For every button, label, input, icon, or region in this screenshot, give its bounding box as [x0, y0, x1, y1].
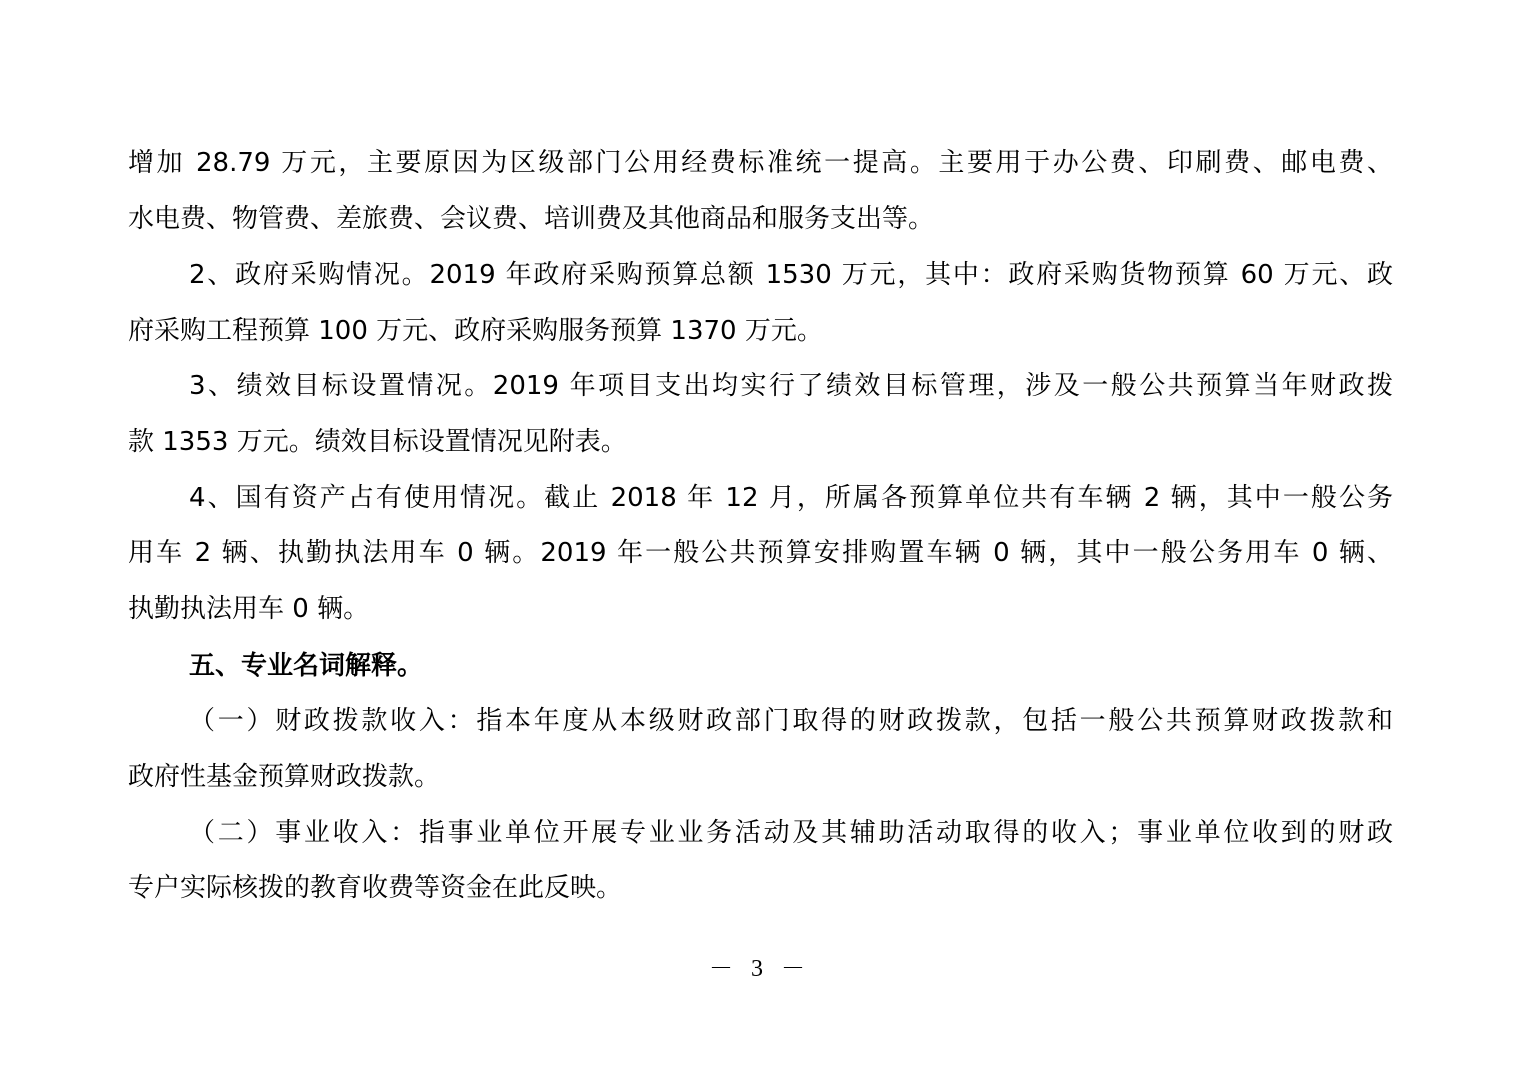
- paragraph-line: 2、政府采购情况。2019 年政府采购预算总额 1530 万元，其中：政府采购货物预算 60 万元、政: [189, 260, 1393, 290]
- paragraph-line: 政府性基金预算财政拨款。: [128, 762, 441, 792]
- paragraph-line: 府采购工程预算 100 万元、政府采购服务预算 1370 万元。: [128, 316, 823, 346]
- paragraph-line: 增加 28.79 万元，主要原因为区级部门公用经费标准统一提高。主要用于办公费、印刷费、邮电费、: [128, 148, 1393, 178]
- section-heading: 五、专业名词解释。: [189, 651, 424, 681]
- paragraph-line: 执勤执法用车 0 辆。: [128, 594, 370, 624]
- paragraph-line: 4、国有资产占有使用情况。截止 2018 年 12 月，所属各预算单位共有车辆 2 辆，其中一般公务: [189, 483, 1393, 513]
- page-number: － 3 －: [709, 956, 811, 982]
- paragraph-line: 用车 2 辆、执勤执法用车 0 辆。2019 年一般公共预算安排购置车辆 0 辆，其中一般公务用车 0 辆、: [128, 538, 1393, 568]
- paragraph-line: （一）财政拨款收入：指本年度从本级财政部门取得的财政拨款，包括一般公共预算财政拨款和: [189, 706, 1393, 736]
- paragraph-line: 款 1353 万元。绩效目标设置情况见附表。: [128, 427, 627, 457]
- paragraph-line: （二）事业收入：指事业单位开展专业业务活动及其辅助活动取得的收入；事业单位收到的财政: [189, 818, 1393, 848]
- paragraph-line: 水电费、物管费、差旅费、会议费、培训费及其他商品和服务支出等。: [128, 204, 935, 234]
- paragraph-line: 3、绩效目标设置情况。2019 年项目支出均实行了绩效目标管理，涉及一般公共预算当年财政拨: [189, 371, 1393, 401]
- paragraph-line: 专户实际核拨的教育收费等资金在此反映。: [128, 873, 623, 903]
